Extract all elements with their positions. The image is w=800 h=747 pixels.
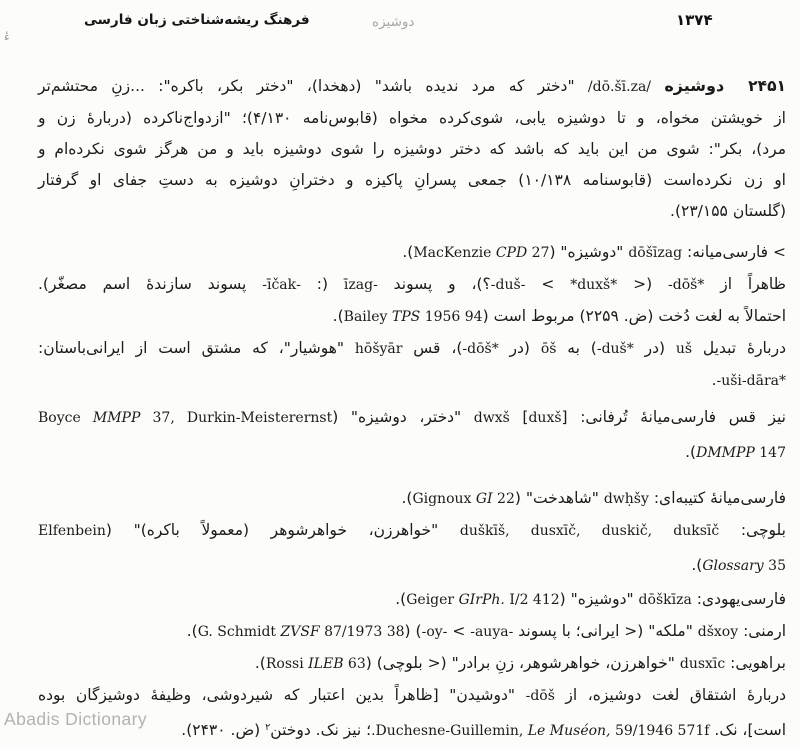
page-number: ۱۳۷۴	[676, 11, 713, 29]
entry-line: او زن نکرده‌است (قابوسنامه ۱۰/۱۳۸) جمعی پسرانِ پاکیزه و دخترانِ دوشیزه به دستِ جفای او گرفتار	[38, 171, 786, 189]
entry-line: DMMPP 147).	[685, 443, 786, 461]
entry-line: (گلستان ۲۳/۱۵۵).	[670, 202, 786, 220]
entry-line: نیز قس فارسی‌میانهٔ تُرفانی: dwxš [duxš] "دختر، دوشیزه" (Boyce MMPP 37, Durkin-Meisterernst	[38, 408, 787, 426]
entry-line: مرد)، بکر": شوی من این باید که باشد که دختر دوشیزه را شوی دوشیزه باید و من هرگز شوی نکرده‌ام و	[38, 140, 786, 158]
entry-line: دربارهٔ اشتقاق لغت دوشیزه، از dōš- "دوشیدن" [ظاهراً بدین اعتبار که شیردوشی، وظیفهٔ دوشیزگان بوده	[38, 686, 786, 704]
entry-body	[38, 70, 786, 747]
entry-line: فارسی‌یهودی: dōškīza "دوشیزه" (Geiger GIrPh. I/2 412).	[395, 590, 786, 608]
entry-line: Glossary 35).	[691, 556, 786, 574]
entry-line: احتمالاً به لغت دُخت (ض. ۲۲۵۹) مربوط است (Bailey TPS 1956 94).	[332, 307, 786, 325]
watermark: Abadis Dictionary	[4, 709, 147, 729]
entry-line: ارمنی: dšxoy "ملکه" (< ایرانی؛ با پسوند -oy- < -auya-) (G. Schmidt ZVSF 87/1973 38).	[186, 622, 786, 640]
entry-line: > فارسی‌میانه: dōšīzag "دوشیزه" (MacKenzie CPD 27).	[402, 243, 786, 261]
entry-line: است]، نک. Duchesne-Guillemin, Le Muséon, 59/1946 571f.؛ نیز نک. دوختن$^۲$ (ض. ۲۴۳۰).	[181, 721, 786, 739]
entry-line: دربارهٔ تبدیل uš (در *duš-) به ōš (در *dōš-)، قس hōšyār "هوشیار"، که مشتق است از ایرانی‌باستان:	[38, 339, 786, 357]
entry-line: فارسی‌میانهٔ کتیبه‌ای: dwḥšy "شاهدخت" (Gignoux GI 22).	[401, 489, 786, 507]
scan-artifact-mark: ءٔ	[4, 30, 10, 44]
running-headword: دوشیزه	[372, 14, 415, 30]
entry-line: ۲۴۵۱دوشیزه /dō.šī.za/ "دختر که مرد ندیده باشد" (دهخدا)، "دختر بکر، باکره": ...زنِ محتشم‌تر	[38, 76, 786, 95]
entry-line: *uši-dāra-.	[711, 371, 786, 389]
entry-line: از خویشتن مخواه، و تا دوشیزه یابی، شوی‌کرده مخواه (قابوس‌نامه ۴/۱۳۰)؛ "ازدواج‌ناکرده (دربارهٔ زن و	[38, 109, 786, 127]
book-title: فرهنگ ریشه‌شناختی زبان فارسی	[84, 12, 310, 28]
entry-line: براهویی: dusxīc "خواهرزن، خواهرشوهر، زنِ برادر" (< بلوچی) (Rossi ILEB 63).	[254, 654, 786, 672]
entry-line: ظاهراً از *dōš- (< *duš- < *duxš-؟)، و پسوند -īzag (: -īčak- پسوند سازندهٔ اسم مصغّر).	[38, 275, 786, 293]
entry-line: بلوچی: duškīš, dusxīč, duskič, duksīč "خواهرزن، خواهرشوهر (معمولاً باکره)" (Elfenbein	[38, 521, 786, 539]
